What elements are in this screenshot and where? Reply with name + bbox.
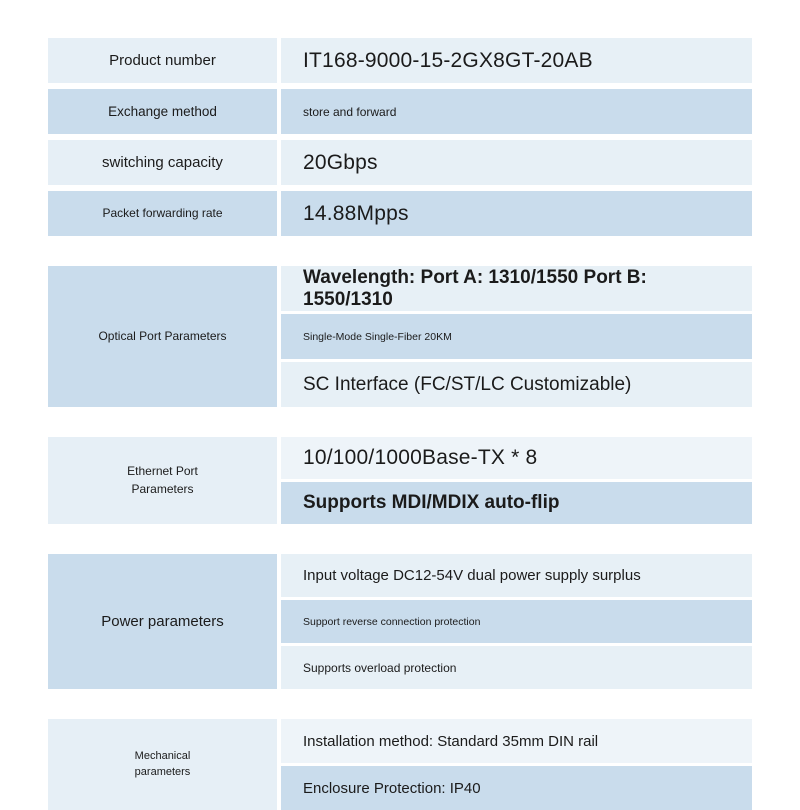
row-value-exchange-method: store and forward: [281, 89, 752, 134]
row-label-optical-port-parameters: Optical Port Parameters: [48, 266, 277, 407]
row-value-optical-wavelength: Wavelength: Port A: 1310/1550 Port B: 1550/1310: [281, 266, 752, 311]
spec-group-power: [48, 554, 752, 689]
row-value-packet-forwarding-rate: 14.88Mpps: [281, 191, 752, 236]
row-label-mechanical-parameters: [48, 719, 277, 810]
row-label-exchange-method: Exchange method: [48, 89, 277, 134]
row-label-packet-forwarding-rate: Packet forwarding rate: [48, 191, 277, 236]
ethernet-label-line-1: Ethernet Port: [127, 464, 198, 479]
value-stack-ethernet-port: [281, 437, 752, 524]
value-stack-power: [281, 554, 752, 689]
row-value-power-input-voltage: Input voltage DC12-54V dual power supply surplus: [281, 554, 752, 597]
row-value-switching-capacity: 20Gbps: [281, 140, 752, 185]
table-row: [48, 89, 752, 134]
value-stack-mechanical: [281, 719, 752, 810]
mechanical-label-line-1: Mechanical: [134, 749, 191, 762]
row-label-power-parameters: Power parameters: [48, 554, 277, 689]
spec-group-mechanical: [48, 719, 752, 810]
row-value-ethernet-ports: 10/100/1000Base-TX * 8: [281, 437, 752, 479]
row-value-ethernet-mdi-mdix: Supports MDI/MDIX auto-flip: [281, 482, 752, 524]
row-label-product-number: Product number: [48, 38, 277, 83]
table-row: [48, 191, 752, 236]
row-value-mechanical-installation: Installation method: Standard 35mm DIN rail: [281, 719, 752, 763]
row-value-mechanical-enclosure: Enclosure Protection: IP40: [281, 766, 752, 810]
row-label-ethernet-port-parameters: [48, 437, 277, 524]
row-value-product-number: IT168-9000-15-2GX8GT-20AB: [281, 38, 752, 83]
row-value-optical-interface: SC Interface (FC/ST/LC Customizable): [281, 362, 752, 407]
specification-table: [48, 38, 752, 810]
row-value-optical-fiber-mode: Single-Mode Single-Fiber 20KM: [281, 314, 752, 359]
mechanical-label-line-2: parameters: [134, 765, 191, 778]
row-value-power-overload-protection: Supports overload protection: [281, 646, 752, 689]
table-row: [48, 140, 752, 185]
value-stack-optical-port: [281, 266, 752, 407]
table-row: [48, 38, 752, 83]
row-value-power-reverse-protection: Support reverse connection protection: [281, 600, 752, 643]
spec-group-optical-port: [48, 266, 752, 407]
spec-group-basic: [48, 38, 752, 236]
ethernet-label-line-2: Parameters: [131, 481, 194, 496]
spec-group-ethernet-port: [48, 437, 752, 524]
row-label-switching-capacity: switching capacity: [48, 140, 277, 185]
